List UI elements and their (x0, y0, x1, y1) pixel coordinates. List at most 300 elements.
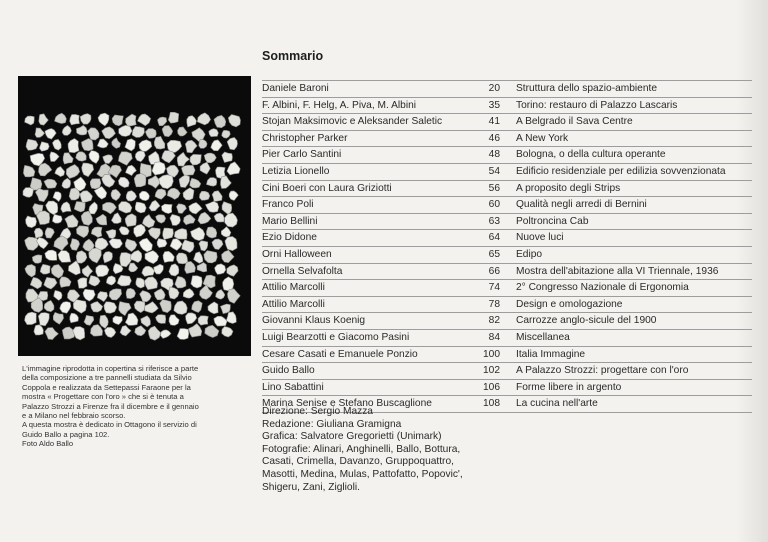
cover-blob (106, 276, 115, 285)
cover-blob (89, 248, 102, 263)
toc-entry (262, 379, 752, 396)
cover-blob (189, 203, 202, 214)
cover-blob (74, 202, 85, 212)
toc-author: Attilio Marcolli (262, 282, 325, 294)
cover-blob (125, 313, 138, 325)
cover-blob (45, 328, 59, 340)
toc-entry (262, 180, 752, 197)
cover-blob (81, 139, 93, 151)
cover-blob (162, 126, 173, 137)
cover-blob (159, 175, 174, 189)
toc-author: Cesare Casati e Emanuele Ponzio (262, 348, 418, 360)
cover-blob (183, 289, 194, 299)
cover-blob (221, 176, 232, 189)
cover-blob (227, 137, 237, 149)
toc-page-number: 78 (488, 298, 500, 310)
cover-blob (112, 138, 121, 149)
cover-blob (60, 302, 71, 314)
cover-blob (97, 139, 108, 148)
cover-blob (154, 289, 165, 300)
colophon-line: Casati, Crimella, Davanzo, Gruppoquattro, (262, 456, 454, 468)
toc-page-number: 54 (488, 165, 500, 177)
cover-blob (167, 188, 180, 199)
cover-blob (96, 265, 109, 277)
cover-blob (88, 128, 99, 140)
cover-blob (120, 326, 131, 336)
colophon-line: Direzione: Sergio Mazza (262, 406, 373, 417)
cover-blob (30, 277, 42, 288)
cover-blob (100, 315, 109, 328)
toc-article-title: Design e omologazione (516, 298, 623, 310)
cover-blob (39, 142, 49, 152)
cover-blob (73, 300, 86, 314)
toc-article-title: Miscellanea (516, 331, 570, 343)
cover-blob (62, 327, 75, 339)
cover-blob (156, 315, 166, 324)
cover-blob (205, 201, 218, 212)
cover-blob (55, 113, 67, 123)
cover-blob (197, 113, 210, 125)
cover-blob (52, 214, 62, 223)
cover-blob (198, 316, 208, 325)
cover-blob (135, 151, 145, 162)
cover-blob (228, 115, 240, 127)
cover-blob (80, 114, 91, 125)
cover-blob (140, 291, 152, 302)
cover-blob (226, 312, 236, 324)
cover-blob (126, 191, 136, 202)
cover-blob (96, 214, 107, 225)
toc-page-number: 60 (488, 199, 500, 211)
cover-blob (134, 224, 146, 237)
toc-article-title: Italia Immagine (516, 348, 586, 360)
cover-blob (199, 139, 207, 148)
cover-texture (18, 76, 251, 356)
toc-entry (262, 163, 752, 180)
colophon-line: Grafica: Salvatore Gregorietti (Unimark) (262, 431, 442, 443)
cover-blob (158, 117, 167, 126)
toc-article-title: A proposito degli Strips (516, 182, 621, 194)
cover-blob (45, 250, 57, 260)
cover-blob (44, 300, 54, 311)
toc-page-number: 108 (483, 398, 500, 410)
cover-blob (160, 330, 171, 339)
cover-blob (34, 325, 44, 335)
cover-blob (25, 237, 40, 250)
colophon-line: Shigeru, Zani, Ziglioli. (262, 481, 360, 493)
cover-blob (44, 277, 57, 289)
cover-blob (177, 152, 189, 166)
cover-blob (225, 213, 238, 227)
cover-blob (44, 179, 57, 188)
toc-page-number: 64 (488, 232, 500, 244)
cover-blob (206, 178, 216, 187)
cover-blob (39, 114, 49, 125)
cover-blob (212, 239, 223, 249)
toc-page-number: 65 (488, 248, 500, 260)
toc-page-number: 84 (488, 331, 500, 343)
cover-blob (162, 151, 176, 163)
toc-entry (262, 346, 752, 363)
cover-blob (136, 278, 145, 288)
page-title: Sommario (262, 49, 324, 63)
cover-blob (139, 140, 152, 152)
cover-blob (181, 165, 195, 175)
colophon-line: Redazione: Giuliana Gramigna (262, 418, 402, 430)
cover-blob (91, 302, 103, 313)
cover-blob (65, 215, 78, 228)
cover-blob (126, 114, 137, 126)
cover-blob (141, 316, 151, 327)
cover-blob (125, 239, 137, 252)
cover-blob (104, 327, 115, 337)
cover-blob (50, 152, 59, 162)
cover-blob (25, 116, 35, 125)
cover-blob (216, 290, 225, 300)
toc-article-title: A New York (516, 132, 569, 144)
cover-blob (142, 266, 155, 276)
cover-blob (222, 130, 231, 138)
cover-blob (70, 239, 80, 251)
cover-blob (51, 265, 63, 279)
cover-blob (55, 167, 65, 177)
cover-blob (190, 154, 201, 165)
cover-blob (52, 139, 61, 150)
toc-entry (262, 246, 752, 263)
cover-blob (35, 128, 45, 137)
cover-blob (91, 227, 102, 238)
toc-author: Mario Bellini (262, 215, 318, 227)
toc-article-title: Poltroncina Cab (516, 215, 589, 227)
toc-article-title: Mostra dell'abitazione alla VI Triennale, 1936 (516, 265, 719, 277)
cover-blob (89, 276, 100, 287)
cover-blob (76, 125, 87, 135)
toc-page-number: 102 (483, 365, 500, 377)
cover-blob (177, 253, 188, 264)
cover-blob (66, 165, 79, 179)
cover-blob (148, 228, 160, 240)
cover-blob (148, 326, 161, 340)
toc-entry (262, 263, 752, 280)
toc-entry (262, 196, 752, 213)
cover-blob (200, 162, 210, 174)
cover-blob (179, 175, 189, 188)
cover-blob (119, 125, 132, 136)
cover-blob (70, 114, 80, 125)
cover-blob (207, 227, 217, 238)
cover-caption: L'immagine riprodotta in copertina si riferisce a parte della composizione a tre pannelli studiata da Silvio Coppola e realizzata da Settepassi Faraone per la mostra « Progettare con l'oro » che si è tenuta a Palazzo Strozzi a Firenze fra il dicembre e il gennaio e a Milano nel febbraio scorso. A questa mostra è dedicato in Ottagono il servizio di Guido Ballo a pagina 102. Foto Aldo Ballo (22, 364, 199, 449)
cover-blob (39, 163, 52, 176)
toc-author: Daniele Baroni (262, 83, 329, 94)
cover-blob (134, 301, 145, 313)
cover-blob (102, 127, 116, 139)
cover-blob (25, 312, 37, 325)
cover-blob (214, 115, 226, 127)
cover-blob (90, 325, 102, 337)
cover-blob (135, 202, 146, 213)
cover-blob (187, 116, 197, 127)
cover-blob (222, 250, 235, 263)
cover-blob (62, 178, 71, 188)
toc-page-number: 46 (488, 132, 500, 144)
toc-entry (262, 146, 752, 163)
cover-blob (182, 240, 194, 253)
toc-author: Luigi Bearzotti e Giacomo Pasini (262, 331, 410, 343)
cover-blob (40, 264, 50, 274)
colophon-line: Masotti, Medina, Mulas, Pattofatto, Popovic', (262, 468, 463, 480)
toc-entry (262, 80, 752, 97)
cover-blob (82, 163, 94, 177)
cover-blob (199, 241, 208, 251)
cover-blob (34, 228, 43, 238)
cover-blob (157, 239, 167, 248)
cover-blob (142, 215, 155, 228)
cover-blob (185, 261, 196, 273)
cover-blob (111, 189, 121, 200)
cover-blob (53, 312, 63, 324)
cover-blob (145, 302, 159, 313)
cover-blob (134, 174, 146, 187)
table-of-contents (262, 80, 752, 413)
toc-article-title: Struttura dello spazio-ambiente (516, 83, 658, 94)
cover-blob (199, 191, 209, 200)
cover-blob (109, 289, 122, 300)
cover-blob (130, 250, 142, 262)
toc-author: F. Albini, F. Helg, A. Piva, M. Albini (262, 99, 417, 111)
cover-blob (125, 214, 136, 227)
cover-blob (139, 238, 152, 252)
cover-blob (76, 152, 87, 162)
cover-blob (84, 315, 94, 325)
toc-page-number: 56 (488, 182, 500, 194)
cover-blob (177, 329, 189, 340)
cover-blob (139, 191, 149, 201)
toc-author: Giovanni Klaus Koenig (262, 315, 366, 327)
cover-blob (62, 125, 71, 135)
cover-blob (192, 301, 203, 313)
cover-blob (90, 179, 101, 189)
cover-blob (154, 264, 164, 274)
cover-blob (175, 276, 186, 288)
cover-blob (221, 227, 231, 237)
cover-blob (126, 165, 137, 175)
cover-blob (229, 191, 238, 201)
cover-blob (135, 326, 146, 336)
cover-blob (149, 200, 160, 211)
cover-blob (194, 252, 203, 263)
toc-article-title: 2° Congresso Nazionale di Ergonomia (516, 282, 689, 294)
cover-blob (23, 165, 35, 177)
cover-blob (215, 264, 226, 275)
cover-blob (169, 264, 179, 276)
cover-blob (83, 289, 95, 301)
cover-blob (198, 212, 211, 224)
toc-author: Cini Boeri con Laura Griziotti (262, 182, 392, 194)
cover-blob (109, 239, 123, 249)
toc-article-title: Edificio residenziale per edilizia sovvenzionata (516, 165, 726, 177)
cover-blob (208, 302, 218, 314)
cover-blob (177, 204, 187, 214)
cover-blob (125, 139, 135, 151)
cover-blob (73, 327, 85, 340)
toc-article-title: Edipo (516, 248, 543, 260)
toc-author: Attilio Marcolli (262, 298, 325, 310)
cover-blob (60, 277, 71, 288)
cover-blob (223, 277, 234, 291)
toc-author: Franco Poli (262, 199, 314, 211)
cover-blob (103, 155, 113, 164)
toc-author: Lino Sabattini (262, 381, 324, 393)
toc-page-number: 63 (488, 215, 500, 227)
cover-blob (183, 188, 194, 200)
cover-blob (35, 188, 48, 201)
cover-blob (97, 292, 107, 302)
toc-page-number: 74 (488, 282, 500, 294)
cover-blob (178, 127, 188, 136)
cover-blob (156, 215, 166, 224)
cover-blob (189, 324, 202, 338)
cover-blob (222, 152, 233, 163)
toc-page-number: 48 (488, 149, 500, 161)
cover-blob (38, 313, 49, 326)
toc-article-title: A Palazzo Strozzi: progettare con l'oro (516, 365, 689, 377)
cover-blob (132, 126, 144, 137)
toc-article-title: Torino: restauro di Palazzo Lascaris (516, 99, 678, 111)
toc-page-number: 41 (488, 116, 500, 128)
toc-entry (262, 362, 752, 379)
toc-entry (262, 113, 752, 130)
toc-page-number: 100 (483, 348, 500, 360)
cover-blob (58, 251, 71, 263)
cover-blob (222, 202, 232, 215)
toc-article-title: Nuove luci (516, 232, 564, 244)
cover-blob (170, 239, 182, 251)
cover-blob (183, 215, 195, 225)
cover-blob (154, 136, 165, 149)
toc-article-title: A Belgrado il Sava Centre (516, 116, 633, 128)
cover-blob (214, 213, 224, 222)
toc-article-title: Carrozze anglo-sicule del 1900 (516, 315, 657, 327)
cover-blob (169, 315, 179, 326)
colophon (262, 406, 522, 494)
toc-entry (262, 312, 752, 329)
toc-page-number: 35 (488, 99, 500, 111)
cover-blob (155, 189, 166, 199)
cover-blob (113, 316, 123, 325)
cover-blob (78, 278, 87, 289)
cover-blob (145, 251, 159, 264)
cover-blob (37, 237, 49, 248)
cover-blob (80, 191, 93, 203)
cover-blob (145, 129, 156, 139)
cover-blob (32, 255, 42, 263)
cover-blob (161, 204, 172, 214)
toc-author: Letizia Lionello (262, 165, 330, 177)
cover-blob (174, 301, 188, 315)
cover-blob (76, 251, 87, 264)
cover-blob (118, 177, 129, 187)
cover-blob (25, 264, 36, 277)
cover-blob (214, 316, 227, 326)
toc-entry (262, 97, 752, 114)
toc-author: Christopher Parker (262, 132, 348, 144)
cover-blob (190, 178, 201, 188)
cover-blob (204, 251, 217, 263)
toc-page-number: 66 (488, 265, 500, 277)
cover-blob (119, 302, 131, 316)
cover-blob (106, 229, 116, 238)
cover-blob (212, 191, 222, 202)
cover-blob (76, 226, 88, 238)
toc-page-number: 106 (483, 381, 500, 393)
cover-blob (174, 229, 187, 240)
cover-blob (227, 289, 240, 304)
cover-blob (119, 227, 129, 235)
cover-blob (117, 275, 131, 286)
toc-author: Stojan Maksimovic e Aleksander Saletic (262, 116, 443, 128)
toc-author: Pier Carlo Santini (262, 149, 342, 161)
cover-blob (227, 265, 238, 277)
toc-entry (262, 229, 752, 246)
cover-blob (119, 202, 132, 214)
cover-blob (126, 288, 135, 298)
cover-blob (225, 236, 237, 250)
cover-blob (89, 202, 98, 214)
toc-entry (262, 329, 752, 346)
toc-author: Ezio Didone (262, 232, 317, 244)
cover-blob (209, 129, 219, 137)
cover-blob (186, 313, 197, 324)
cover-blob (145, 277, 158, 290)
cover-blob (112, 115, 123, 126)
cover-blob (104, 302, 117, 314)
cover-image (18, 76, 251, 356)
cover-blob (102, 175, 115, 188)
toc-page-number: 20 (488, 83, 500, 94)
toc-entry (262, 130, 752, 147)
colophon-line: Fotografie: Alinari, Anghinelli, Ballo, Bottura, (262, 443, 461, 455)
cover-blob (160, 300, 172, 313)
cover-blob (103, 252, 112, 263)
toc-entry (262, 213, 752, 230)
cover-blob (98, 113, 109, 126)
toc-article-title: Qualità negli arredi di Bernini (516, 199, 647, 211)
cover-blob (36, 211, 49, 225)
cover-blob (26, 139, 38, 150)
cover-blob (168, 112, 178, 123)
toc-entry (262, 296, 752, 313)
cover-blob (45, 228, 54, 238)
cover-blob (204, 153, 216, 163)
cover-blob (185, 140, 197, 152)
cover-blob (197, 263, 207, 273)
cover-blob (169, 287, 179, 299)
cover-blob (191, 227, 205, 240)
cover-blob (211, 140, 222, 151)
cover-blob (138, 114, 151, 126)
cover-blob (111, 213, 121, 224)
cover-blob (191, 276, 202, 288)
toc-article-title: Forme libere in argento (516, 381, 622, 393)
toc-author: Ornella Selvafolta (262, 265, 343, 277)
toc-page-number: 82 (488, 315, 500, 327)
cover-blob (70, 313, 79, 323)
cover-blob (26, 216, 37, 228)
cover-blob (103, 202, 117, 214)
cover-blob (89, 151, 99, 164)
cover-blob (45, 129, 56, 140)
cover-blob (220, 304, 230, 314)
